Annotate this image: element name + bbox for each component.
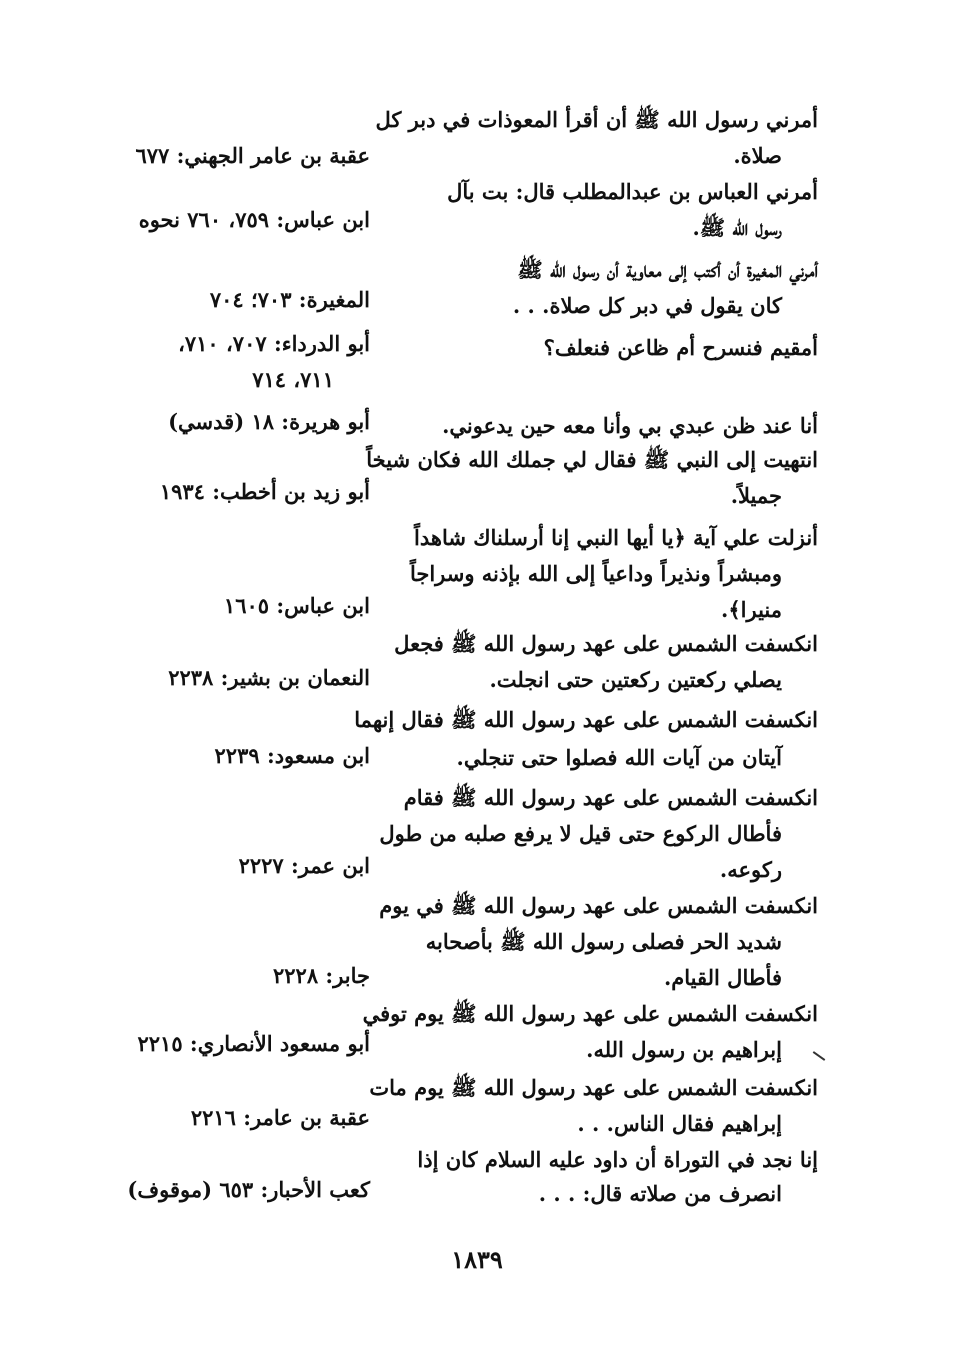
- narrator-reference: أبو زيد بن أخطب: ١٩٣٤: [159, 479, 370, 504]
- narrator-reference: ابن عمر: ٢٢٢٧: [238, 853, 370, 878]
- narrator-reference: المغيرة: ٧٠٣؛ ٧٠٤: [209, 287, 370, 312]
- narrator-reference: عقبة بن عامر الجهني: ٦٧٧: [135, 143, 370, 168]
- narrator-reference: جابر: ٢٢٢٨: [273, 963, 370, 988]
- hadith-text-line: ومبشراً ونذيراً وداعياً إلى الله بإذنه وسراجاً: [409, 561, 782, 586]
- narrator-reference: ابن عباس: ١٦٠٥: [223, 593, 370, 618]
- hadith-text-line: انكسفت الشمس على عهد رسول الله ﷺ فقام: [403, 785, 818, 810]
- hadith-text-line: إنا نجد في التوراة أن داود عليه السلام كان إذا: [417, 1147, 818, 1172]
- hadith-text-line: أمرني العباس بن عبدالمطلب قال: بت بآل: [447, 179, 818, 204]
- narrator-reference: كعب الأحبار: ٦٥٣ (موقوف): [127, 1177, 370, 1202]
- hadith-text-line: فأطال الركوع حتى قيل لا يرفع صلبه من طول: [379, 821, 782, 846]
- hadith-text-line: إبراهيم فقال الناس. . .: [577, 1111, 782, 1136]
- hadith-text-line: شديد الحر فصلى رسول الله ﷺ بأصحابه: [425, 929, 782, 954]
- hadith-text-line: انكسفت الشمس على عهد رسول الله ﷺ في يوم: [379, 893, 818, 918]
- narrator-reference: عقبة بن عامر: ٢٢١٦: [190, 1105, 370, 1130]
- narrator-reference: ٧١١، ٧١٤: [252, 367, 334, 392]
- hadith-text-line: أمرني رسول الله ﷺ أن أقرأ المعوذات في دبر كل: [375, 107, 818, 132]
- page-number: ١٨٣٩: [451, 1245, 503, 1274]
- hadith-text-line: رسول الله ﷺ.: [692, 215, 782, 240]
- narrator-reference: أبو هريرة: ١٨ (قدسي): [168, 409, 370, 434]
- hadith-text-line: أمرني المغيرة أن أكتب إلى معاوية أن رسول الله ﷺ: [517, 257, 818, 282]
- narrator-reference: أبو الدرداء: ٧٠٧، ٧١٠،: [178, 331, 370, 356]
- hadith-text-line: أنزلت علي آية ﴿يا أيها النبي إنا أرسلناك شاهداً: [414, 525, 818, 550]
- narrator-reference: أبو مسعود الأنصاري: ٢٢١٥: [137, 1031, 370, 1056]
- narrator-reference: النعمان بن بشير: ٢٢٣٨: [168, 665, 370, 690]
- hadith-text-line: جميلاً.: [730, 483, 782, 508]
- hadith-text-line: منيرا﴾.: [721, 597, 782, 622]
- hadith-text-line: انتهيت إلى النبي ﷺ فقال لي جملك الله فكان شيخاً: [366, 447, 818, 472]
- hadith-text-line: انكسفت الشمس على عهد رسول الله ﷺ فقال إنهما: [354, 707, 818, 732]
- hadith-text-line: انصرف من صلاته قال: . . .: [538, 1181, 782, 1206]
- hadith-text-line: ركوعه.: [719, 857, 782, 882]
- hadith-text-line: أمقيم فنسرح أم ظاعن فنعلف؟: [543, 335, 818, 360]
- narrator-reference: ابن مسعود: ٢٢٣٩: [214, 743, 370, 768]
- hadith-text-line: انكسفت الشمس على عهد رسول الله ﷺ يوم توفي: [362, 1001, 818, 1026]
- hadith-text-line: إبراهيم بن رسول الله.: [586, 1037, 782, 1062]
- hadith-text-line: يصلي ركعتين ركعتين حتى انجلت.: [489, 667, 782, 692]
- hadith-text-line: أنا عند ظن عبدي بي وأنا معه حين يدعوني.: [442, 413, 818, 438]
- hadith-text-line: فأطال القيام.: [663, 965, 782, 990]
- stray-mark: [813, 1051, 826, 1061]
- narrator-reference: ابن عباس: ٧٥٩، ٧٦٠ نحوه: [138, 207, 370, 232]
- hadith-text-line: كان يقول في دبر كل صلاة. . .: [512, 293, 782, 318]
- hadith-text-line: آيتان من آيات الله فصلوا حتى تنجلي.: [456, 745, 782, 770]
- hadith-text-line: انكسفت الشمس على عهد رسول الله ﷺ فجعل: [394, 631, 818, 656]
- hadith-text-line: صلاة.: [733, 143, 782, 168]
- hadith-text-line: انكسفت الشمس على عهد رسول الله ﷺ يوم مات: [369, 1075, 818, 1100]
